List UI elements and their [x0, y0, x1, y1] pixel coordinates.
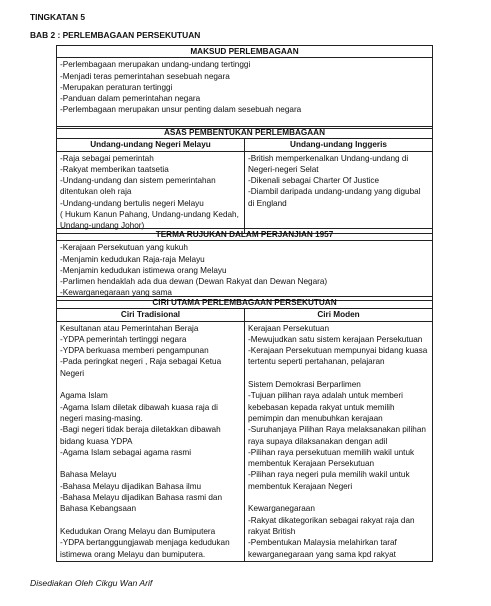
asas-left-heading: Undang-undang Negeri Melayu: [57, 139, 245, 151]
list-item: -Bagi negeri tidak beraja diletakkan dibawah: [60, 425, 221, 435]
list-item: -Suruhanjaya Pilihan Raya melaksanakan pilihan: [248, 425, 426, 435]
spacer: [248, 492, 429, 503]
list-item: Kerajaan Persekutuan: [248, 323, 330, 333]
list-item: -Diambil daripada undang-undang yang digubal: [248, 187, 421, 197]
chapter-heading: BAB 2 : PERLEMBAGAAN PERSEKUTUAN: [30, 30, 201, 40]
list-item: -Merupakan peraturan tertinggi: [60, 82, 173, 92]
list-item: -Pilihan raya negeri pula memilih wakil untuk: [248, 470, 410, 480]
list-item: -British memperkenalkan Undang-undang di: [248, 153, 409, 163]
list-item: -YDPA berkuasa memberi pengampunan: [60, 346, 209, 356]
list-item: kewarganegaraan yang sama kpd rakyat: [248, 549, 396, 559]
list-item: Sistem Demokrasi Berparlimen: [248, 380, 361, 390]
list-item: -Kerajaan Persekutuan mempunyai bidang kuasa: [248, 346, 428, 356]
list-item: ditentukan oleh raja: [60, 187, 132, 197]
list-item: -Menjamin kedudukan istimewa orang Melayu: [60, 265, 227, 275]
list-item: -Agama Islam sebagai agama rasmi: [60, 447, 192, 457]
ciri-title: CIRI UTAMA PERLEMBAGAAN PERSEKUTUAN: [57, 297, 433, 309]
terma-title: TERMA RUJUKAN DALAM PERJANJIAN 1957: [57, 229, 433, 241]
maksud-table: [56, 45, 433, 129]
spacer: [60, 458, 241, 469]
list-item: tertentu seperti pertahanan, pelajaran: [248, 357, 385, 367]
asas-table: [56, 126, 433, 234]
list-item: pemimpin dan menubuhkan kerajaan: [248, 413, 383, 423]
list-item: negeri masing-masing.: [60, 413, 143, 423]
ciri-right-list: [245, 321, 433, 561]
list-item: Agama Islam: [60, 391, 108, 401]
list-item: ( Hukum Kanun Pahang, Undang-undang Kedah,: [60, 210, 239, 220]
list-item: -Mewujudkan satu sistem kerajaan Persekutuan: [248, 334, 423, 344]
list-item: -Menjadi teras pemerintahan sesebuah negara: [60, 71, 230, 81]
level-heading: TINGKATAN 5: [30, 12, 86, 22]
list-item: -Kewarganegaraan yang sama: [60, 288, 172, 298]
list-item: -Pembentukan Malaysia melahirkan taraf: [248, 538, 397, 548]
list-item: bidang kuasa YDPA: [60, 436, 133, 446]
list-item: istimewa orang Melayu dan bumiputera.: [60, 549, 206, 559]
list-item: Negeri-negeri Selat: [248, 164, 319, 174]
list-item: -Raja sebagai pemerintah: [60, 153, 154, 163]
list-item: Kedudukan Orang Melayu dan Bumiputera: [60, 526, 216, 536]
asas-left-list: [57, 151, 245, 233]
list-item: Kewarganegaraan: [248, 504, 315, 514]
ciri-table: [56, 296, 433, 562]
spacer: [60, 379, 241, 390]
list-item: -Panduan dalam pemerintahan negara: [60, 94, 201, 104]
list-item: -Pilihan raya persekutuan memilih wakil untuk: [248, 447, 415, 457]
list-item: -Tujuan pilihan raya adalah untuk memberi: [248, 391, 403, 401]
list-item: -Bahasa Melayu dijadikan Bahasa ilmu: [60, 481, 202, 491]
asas-title: ASAS PEMBENTUKAN PERLEMBAGAAN: [57, 127, 433, 139]
list-item: -Undang-undang bertulis negeri Melayu: [60, 198, 204, 208]
list-item: raya supaya dilaksanakan dengan adil: [248, 436, 388, 446]
list-item: membentuk Kerajaan Negeri: [248, 481, 353, 491]
list-item: -Rakyat memberikan taatsetia: [60, 164, 169, 174]
list-item: -Menjamin kedudukan Raja-raja Melayu: [60, 254, 205, 264]
list-item: -Undang-undang dan sistem pemerintahan: [60, 176, 216, 186]
list-item: -Pada peringkat negeri , Raja sebagai Ketua: [60, 357, 222, 367]
list-item: Kesultanan atau Pemerintahan Beraja: [60, 323, 199, 333]
list-item: -Kerajaan Persekutuan yang kukuh: [60, 243, 188, 253]
list-item: di England: [248, 198, 287, 208]
list-item: -Perlembagaan merupakan undang-undang tertinggi: [60, 60, 251, 70]
list-item: -Agama Islam diletak dibawah kuasa raja di: [60, 402, 218, 412]
terma-list: [57, 241, 433, 300]
asas-right-heading: Undang-undang Inggeris: [245, 139, 433, 151]
list-item: membentuk Kerajaan Persekutuan: [248, 459, 375, 469]
ciri-right-heading: Ciri Moden: [245, 309, 433, 321]
list-item: -Bahasa Melayu dijadikan Bahasa rasmi dan: [60, 493, 223, 503]
list-item: -Dikenali sebagai Charter Of Justice: [248, 176, 380, 186]
spacer: [248, 368, 429, 379]
terma-table: [56, 228, 433, 301]
list-item: Bahasa Kebangsaan: [60, 504, 137, 514]
footer-credit: Disediakan Oleh Cikgu Wan Arif: [30, 578, 153, 588]
ciri-left-list: [57, 321, 245, 561]
list-item: -Rakyat dikategorikan sebagai rakyat raja dan: [248, 515, 415, 525]
spacer: [60, 515, 241, 526]
list-item: Bahasa Melayu: [60, 470, 117, 480]
list-item: -Perlembagaan merupakan unsur penting dalam sesebuah negara: [60, 105, 302, 115]
list-item: -YDPA pemerintah tertinggi negara: [60, 334, 187, 344]
ciri-left-heading: Ciri Tradisional: [57, 309, 245, 321]
list-item: rakyat British: [248, 526, 296, 536]
list-item: -Parlimen hendaklah ada dua dewan (Dewan Rakyat dan Dewan Negara): [60, 277, 328, 287]
asas-right-list: [245, 151, 433, 233]
maksud-title: MAKSUD PERLEMBAGAAN: [57, 46, 433, 58]
list-item: -YDPA bertanggungjawab menjaga kedudukan: [60, 538, 230, 548]
list-item: Undang-undang Johor): [60, 221, 145, 231]
maksud-list: [57, 58, 433, 129]
list-item: kebebasan kepada rakyat untuk memilih: [248, 402, 395, 412]
list-item: Negeri: [60, 368, 85, 378]
